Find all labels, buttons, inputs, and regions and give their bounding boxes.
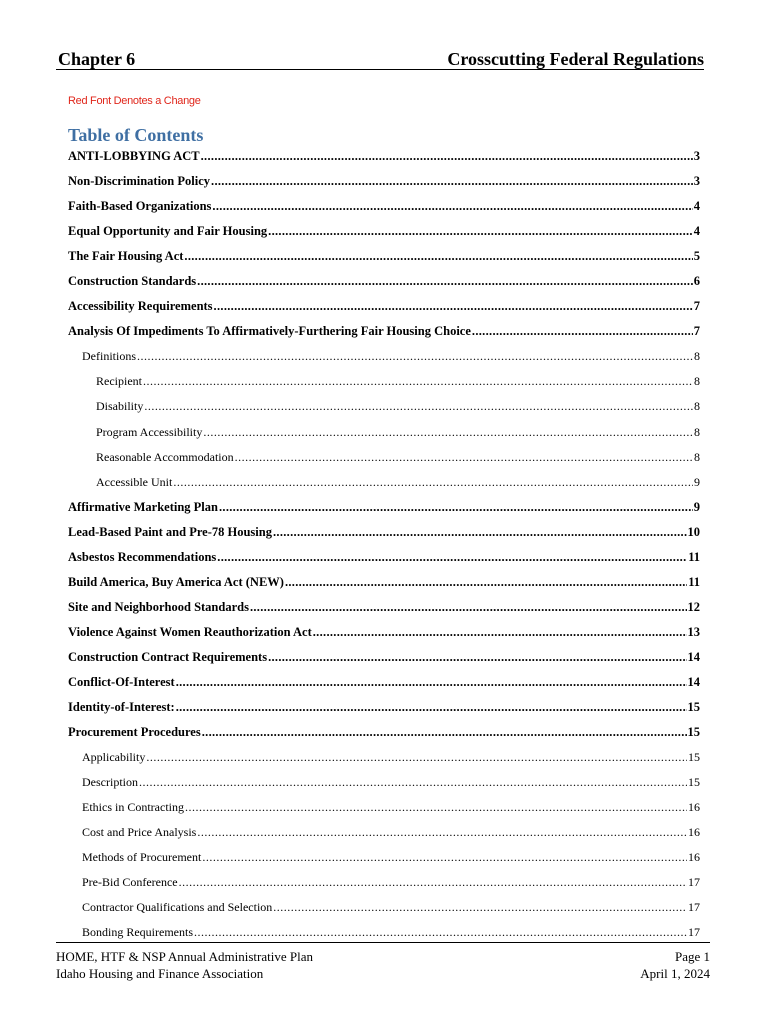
toc-leader-dots	[176, 673, 687, 691]
toc-entry-page: 14	[687, 649, 700, 664]
toc-entry-page: 3	[693, 174, 700, 189]
toc-entry-page: 8	[694, 399, 700, 414]
toc-entry-label: Conflict-Of-Interest	[68, 674, 175, 689]
toc-leader-dots	[273, 523, 687, 541]
toc-entry[interactable]	[68, 572, 700, 597]
toc-entry-page: 10	[687, 524, 700, 539]
toc-entry[interactable]	[68, 547, 700, 572]
toc-entry-page: 4	[693, 224, 700, 239]
toc-entry-page: 15	[687, 725, 700, 740]
toc-entry-label: Ethics in Contracting	[82, 800, 184, 815]
toc-leader-dots	[250, 598, 687, 616]
toc-leader-dots	[217, 548, 687, 566]
toc-entry[interactable]	[68, 772, 700, 797]
toc-leader-dots	[285, 573, 687, 591]
toc-heading: Table of Contents	[68, 125, 204, 145]
toc-entry[interactable]	[68, 296, 700, 321]
toc-entry-label: Cost and Price Analysis	[82, 825, 197, 840]
toc-entry-label: Construction Standards	[68, 274, 197, 289]
toc-leader-dots	[173, 473, 693, 491]
toc-entry-label: ANTI-LOBBYING ACT	[68, 149, 200, 163]
toc-entry-page: 15	[688, 750, 700, 765]
toc-leader-dots	[201, 147, 693, 165]
footer-date: April 1, 2024	[640, 966, 710, 981]
table-of-contents	[68, 146, 700, 948]
toc-entry[interactable]	[68, 722, 700, 747]
toc-entry-label: Identity-of-Interest:	[68, 700, 175, 715]
toc-entry[interactable]	[68, 597, 700, 622]
toc-entry-label: Faith-Based Organizations	[68, 199, 212, 214]
toc-leader-dots	[143, 372, 693, 390]
toc-entry-label: Reasonable Accommodation	[96, 449, 234, 464]
toc-entry-label: Pre-Bid Conference	[82, 875, 178, 890]
toc-entry[interactable]	[68, 647, 700, 672]
toc-entry-label: Non-Discrimination Policy	[68, 174, 211, 189]
toc-entry[interactable]	[68, 672, 700, 697]
toc-entry[interactable]	[68, 346, 700, 371]
toc-entry[interactable]	[68, 171, 700, 196]
toc-entry-page: 4	[693, 199, 700, 214]
toc-entry-page: 15	[688, 775, 700, 790]
toc-entry-page: 16	[688, 800, 700, 815]
toc-entry-page: 12	[687, 599, 700, 614]
chapter-title: Crosscutting Federal Regulations	[447, 49, 704, 69]
toc-leader-dots	[197, 823, 687, 841]
toc-entry-label: Construction Contract Requirements	[68, 649, 268, 664]
toc-entry[interactable]	[68, 522, 700, 547]
toc-entry[interactable]	[68, 146, 700, 171]
toc-entry-page: 14	[687, 674, 700, 689]
toc-entry-page: 5	[693, 249, 700, 264]
toc-leader-dots	[313, 623, 687, 641]
toc-entry-label: Contractor Qualifications and Selection	[82, 900, 273, 915]
toc-entry-label: Methods of Procurement	[82, 850, 202, 865]
toc-entry[interactable]	[68, 396, 700, 421]
toc-entry-page: 16	[688, 850, 700, 865]
toc-entry-page: 17	[688, 925, 700, 940]
toc-entry-page: 11	[688, 574, 700, 589]
toc-entry-page: 7	[693, 324, 700, 339]
toc-entry-label: Disability	[96, 399, 144, 414]
toc-entry-label: Procurement Procedures	[68, 725, 201, 740]
toc-entry[interactable]	[68, 747, 700, 772]
toc-entry-label: Violence Against Women Reauthorization Act	[68, 624, 312, 639]
toc-entry-page: 16	[688, 825, 700, 840]
toc-entry[interactable]	[68, 371, 700, 396]
toc-leader-dots	[203, 423, 693, 441]
toc-leader-dots	[212, 197, 692, 215]
toc-leader-dots	[268, 222, 693, 240]
toc-entry-page: 8	[694, 449, 700, 464]
toc-leader-dots	[144, 397, 693, 415]
toc-entry[interactable]	[68, 847, 700, 872]
toc-leader-dots	[197, 272, 693, 290]
toc-entry-label: Definitions	[82, 349, 136, 364]
toc-entry[interactable]	[68, 221, 700, 246]
toc-entry-label: Equal Opportunity and Fair Housing	[68, 224, 268, 239]
toc-entry-label: Description	[82, 775, 138, 790]
toc-leader-dots	[219, 498, 693, 516]
toc-leader-dots	[273, 898, 687, 916]
toc-entry-label: Asbestos Recommendations	[68, 549, 217, 564]
toc-entry[interactable]	[68, 497, 700, 522]
toc-entry[interactable]	[68, 622, 700, 647]
toc-entry[interactable]	[68, 872, 700, 897]
toc-entry-page: 17	[688, 875, 700, 890]
toc-entry[interactable]	[68, 196, 700, 221]
toc-entry-page: 9	[694, 474, 700, 489]
toc-entry-label: Affirmative Marketing Plan	[68, 499, 218, 514]
change-note: Red Font Denotes a Change	[68, 95, 201, 107]
toc-entry-label: Accessibility Requirements	[68, 299, 213, 314]
toc-leader-dots	[202, 848, 687, 866]
toc-leader-dots	[137, 347, 693, 365]
toc-entry-label: The Fair Housing Act	[68, 249, 184, 264]
toc-entry-page: 6	[693, 274, 700, 289]
toc-leader-dots	[185, 798, 687, 816]
toc-leader-dots	[211, 172, 693, 190]
toc-entry-page: 8	[694, 424, 700, 439]
toc-entry[interactable]	[68, 422, 700, 447]
toc-entry-page: 9	[693, 499, 700, 514]
toc-leader-dots	[472, 322, 693, 340]
toc-entry[interactable]	[68, 447, 700, 472]
toc-entry[interactable]	[68, 697, 700, 722]
toc-entry[interactable]	[68, 922, 700, 947]
toc-leader-dots	[202, 723, 687, 741]
toc-leader-dots	[146, 748, 687, 766]
chapter-label: Chapter 6	[58, 49, 136, 69]
toc-entry-label: Analysis Of Impediments To Affirmatively-Furthering Fair Housing Choice	[68, 324, 471, 339]
toc-leader-dots	[268, 648, 686, 666]
toc-entry-label: Recipient	[96, 374, 142, 389]
toc-entry-label: Site and Neighborhood Standards	[68, 599, 249, 614]
toc-entry-label: Bonding Requirements	[82, 925, 193, 940]
toc-entry-page: 17	[688, 900, 700, 915]
toc-leader-dots	[184, 247, 692, 265]
toc-entry-label: Lead-Based Paint and Pre-78 Housing	[68, 524, 272, 539]
toc-entry-page: 7	[693, 299, 700, 314]
toc-entry[interactable]	[68, 797, 700, 822]
toc-entry-page: 8	[694, 374, 700, 389]
toc-entry[interactable]	[68, 472, 700, 497]
footer-page-number: Page 1	[674, 949, 710, 964]
toc-entry-label: Program Accessibility	[96, 424, 203, 439]
toc-leader-dots	[179, 873, 687, 891]
toc-leader-dots	[139, 773, 687, 791]
page-header	[56, 47, 704, 70]
footer-organization: Idaho Housing and Finance Association	[56, 966, 264, 981]
toc-entry-page: 8	[694, 349, 700, 364]
toc-entry-page: 15	[687, 700, 700, 715]
toc-entry[interactable]	[68, 271, 700, 296]
toc-leader-dots	[214, 297, 693, 315]
toc-entry[interactable]	[68, 321, 700, 346]
toc-entry-label: Accessible Unit	[96, 474, 173, 489]
toc-entry-page: 13	[687, 624, 700, 639]
toc-entry-label: Applicability	[82, 750, 146, 765]
toc-entry[interactable]	[68, 246, 700, 271]
toc-entry[interactable]	[68, 897, 700, 922]
toc-leader-dots	[235, 448, 693, 466]
page-footer	[56, 942, 710, 981]
footer-plan-name: HOME, HTF & NSP Annual Administrative Plan	[56, 949, 313, 964]
toc-entry[interactable]	[68, 822, 700, 847]
toc-leader-dots	[176, 698, 687, 716]
toc-entry-page: 3	[693, 149, 700, 163]
toc-entry-label: Build America, Buy America Act (NEW)	[68, 574, 284, 589]
toc-entry-page: 11	[688, 549, 700, 564]
toc-leader-dots	[194, 923, 687, 941]
